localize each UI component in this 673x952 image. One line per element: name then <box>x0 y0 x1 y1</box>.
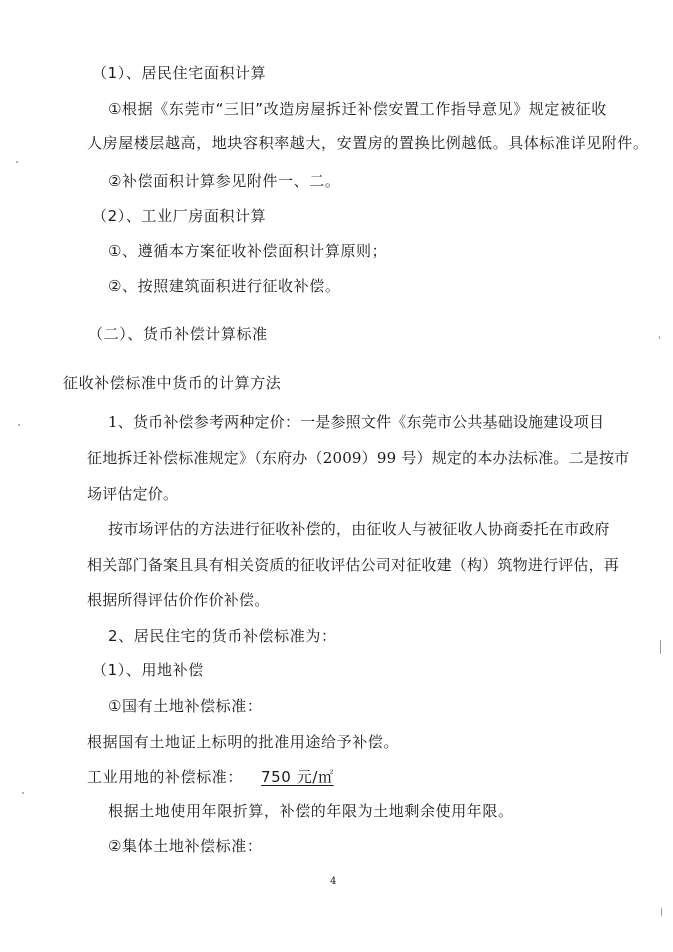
paragraph-pricing-methods-line1: 1、货币补偿参考两种定价：一是参照文件《东莞市公共基础设施建设项目 <box>108 413 605 431</box>
scan-speck <box>660 640 661 654</box>
item-industrial-principle: ①、遵循本方案征收补偿面积计算原则； <box>108 242 388 260</box>
paragraph-pricing-methods-line2: 征地拆迁补偿标准规定》（东府办（2009）99 号）规定的本办法标准。二是按市 <box>87 449 630 467</box>
heading-state-land-standard: ①国有土地补偿标准： <box>108 697 263 715</box>
heading-industrial-area: （2）、工业厂房面积计算 <box>92 207 267 225</box>
paragraph-market-appraisal-line2: 相关部门备案且具有相关资质的征收评估公司对征收建（构）筑物进行评估，再 <box>87 556 620 574</box>
paragraph-pricing-methods-line3: 场评估定价。 <box>87 485 179 503</box>
industrial-land-rate-label: 工业用地的补偿标准： <box>87 768 244 786</box>
scan-speck <box>16 161 18 163</box>
scan-speck <box>22 792 24 794</box>
heading-land-compensation: （1）、用地补偿 <box>92 661 204 679</box>
page-number: 4 <box>330 876 337 887</box>
paragraph-compensation-area-reference: ②补偿面积计算参见附件一、二。 <box>108 172 341 190</box>
paragraph-state-land-basis: 根据国有土地证上标明的批准用途给予补偿。 <box>87 733 400 751</box>
scan-speck <box>661 908 662 916</box>
heading-collective-land-standard: ②集体土地补偿标准： <box>108 837 263 855</box>
industrial-land-rate-value: 750 元/㎡ <box>261 768 334 786</box>
paragraph-residential-guideline-line1: ①根据《东莞市“三旧”改造房屋拆迁补偿安置工作指导意见》规定被征收 <box>108 100 607 118</box>
scan-speck <box>18 424 20 426</box>
scan-speck <box>659 336 660 339</box>
heading-residential-area: （1）、居民住宅面积计算 <box>92 64 267 82</box>
item-industrial-building-area: ②、按照建筑面积进行征收补偿。 <box>108 277 341 295</box>
paragraph-market-appraisal-line1: 按市场评估的方法进行征收补偿的，由征收人与被征收人协商委托在市政府 <box>108 520 610 538</box>
paragraph-market-appraisal-line3: 根据所得评估价作价补偿。 <box>87 591 270 609</box>
paragraph-land-term-conversion: 根据土地使用年限折算，补偿的年限为土地剩余使用年限。 <box>108 802 514 820</box>
heading-monetary-compensation: （二）、货币补偿计算标准 <box>88 325 268 343</box>
heading-monetary-calculation-method: 征收补偿标准中货币的计算方法 <box>63 374 282 392</box>
heading-residential-monetary-standard: 2、居民住宅的货币补偿标准为： <box>108 627 337 645</box>
paragraph-industrial-land-rate <box>87 767 334 787</box>
paragraph-residential-guideline-line2: 人房屋楼层越高，地块容积率越大，安置房的置换比例越低。具体标准详见附件。 <box>87 134 649 152</box>
